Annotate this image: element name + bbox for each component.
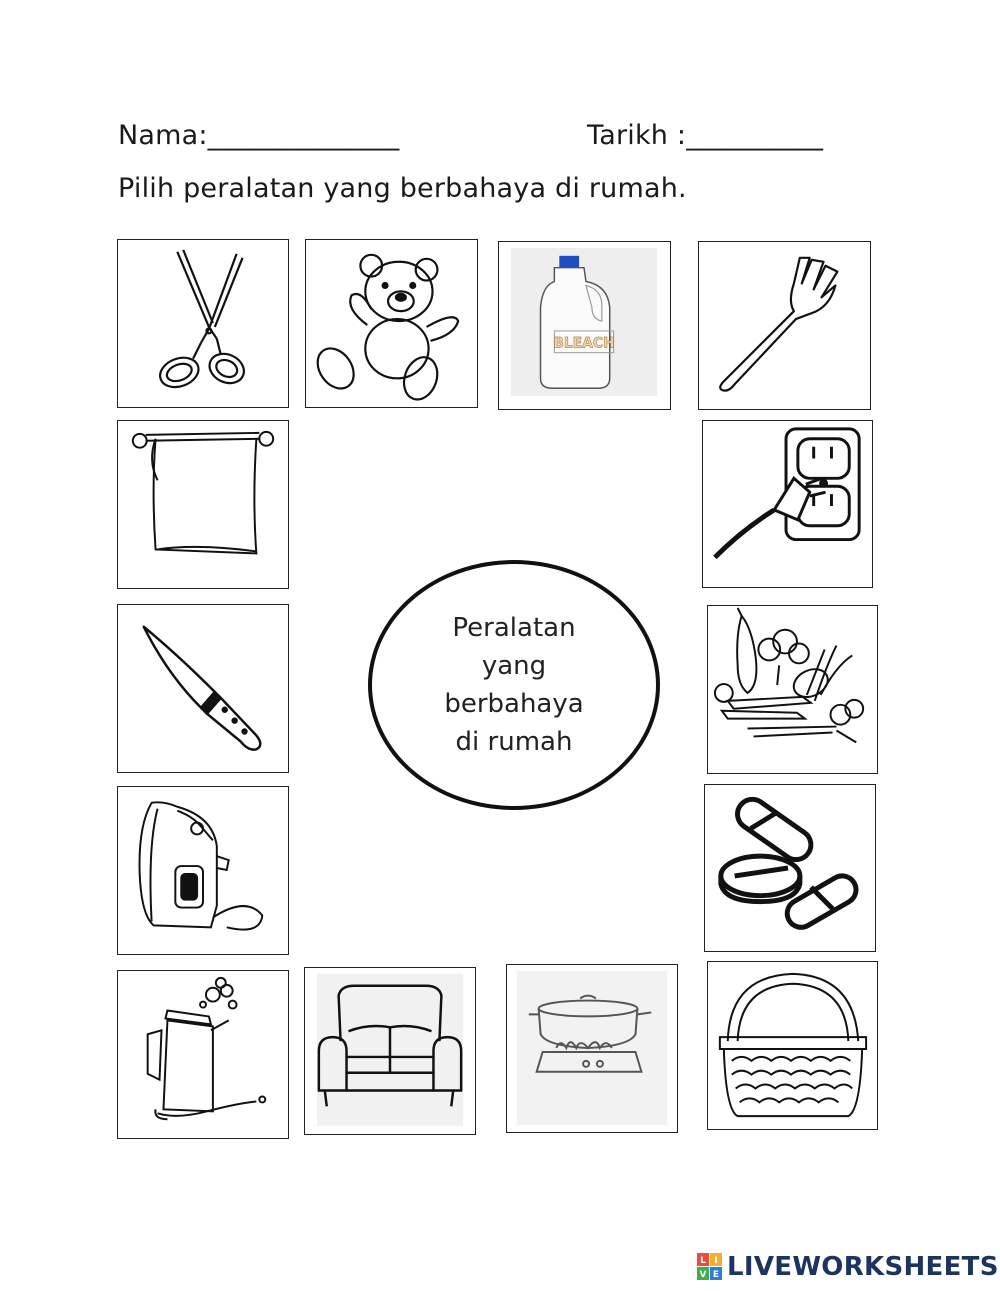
pills-icon: [705, 785, 875, 951]
bleach-bottle-icon: [499, 242, 670, 409]
scissors-icon: [118, 240, 288, 407]
fork-icon: [699, 242, 870, 409]
card-bleach[interactable]: [498, 241, 671, 410]
svg-text:L: L: [700, 1256, 706, 1266]
kettle-icon: [118, 971, 288, 1138]
drop-zone-line-2: yang: [481, 651, 547, 681]
card-pills[interactable]: [704, 784, 876, 952]
card-scissors[interactable]: [117, 239, 289, 408]
bleach-label: BLEACH: [553, 335, 615, 352]
drop-zone-label: [414, 609, 614, 761]
drop-zone-line-3: berbahaya: [444, 689, 584, 719]
liveworksheets-logo-icon: [697, 1253, 723, 1281]
card-fork[interactable]: [698, 241, 871, 410]
towel-icon: [118, 421, 288, 588]
card-iron[interactable]: [117, 786, 289, 955]
card-teddy-bear[interactable]: [305, 239, 478, 408]
card-basket[interactable]: [707, 961, 878, 1130]
drop-zone-line-1: Peralatan: [452, 613, 576, 643]
svg-text:I: I: [714, 1256, 718, 1266]
iron-icon: [118, 787, 288, 954]
name-field-label: Nama:______________: [118, 120, 400, 151]
svg-text:E: E: [712, 1270, 720, 1280]
drop-zone-circle[interactable]: [368, 560, 660, 810]
instruction-text: Pilih peralatan yang berbahaya di rumah.: [118, 173, 687, 204]
card-towel[interactable]: [117, 420, 289, 589]
svg-text:V: V: [699, 1270, 707, 1280]
sofa-icon: [305, 968, 475, 1134]
stove-pot-icon: [507, 965, 677, 1132]
card-sofa[interactable]: [304, 967, 476, 1135]
teddy-bear-icon: [306, 240, 477, 407]
date-field-label: Tarikh :__________: [587, 120, 824, 151]
liveworksheets-brand-text: LIVEWORKSHEETS: [727, 1252, 999, 1282]
plug-socket-icon: [703, 421, 872, 587]
card-knife[interactable]: [117, 604, 289, 773]
knife-icon: [118, 605, 288, 772]
card-plug-socket[interactable]: [702, 420, 873, 588]
card-stove-pot[interactable]: [506, 964, 678, 1133]
basket-icon: [708, 962, 877, 1129]
card-kettle[interactable]: [117, 970, 289, 1139]
vegetables-icon: [708, 606, 877, 773]
card-vegetables[interactable]: [707, 605, 878, 774]
drop-zone-line-4: di rumah: [455, 727, 573, 757]
liveworksheets-logo: [697, 1252, 999, 1282]
